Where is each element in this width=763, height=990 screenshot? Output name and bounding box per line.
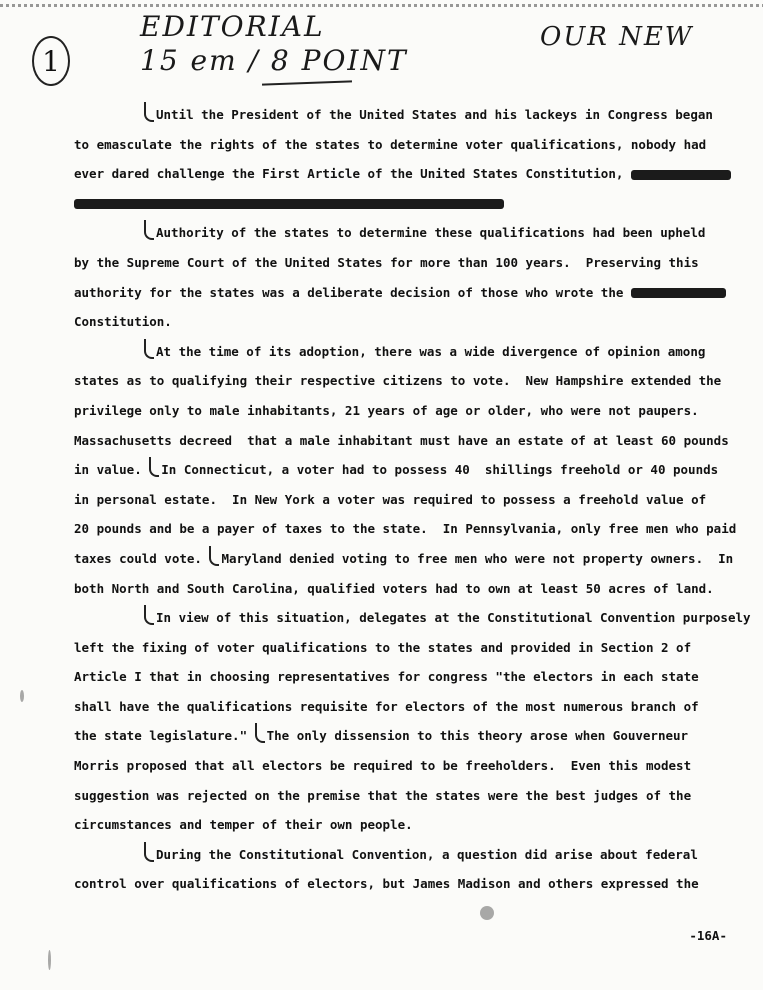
text-line: Morris proposed that all electors be required to be freeholders. Even this modest	[74, 758, 692, 774]
paragraph-mark-icon	[144, 339, 154, 359]
text-line: 20 pounds and be a payer of taxes to the state. In Pennsylvania, only free men who paid	[74, 521, 737, 537]
text-line: control over qualifications of electors, but James Madison and others expressed the	[74, 876, 699, 892]
scan-speck	[480, 906, 494, 920]
text-line: privilege only to male inhabitants, 21 years of age or older, who were not paupers.	[74, 402, 699, 418]
text-line: shall have the qualifications requisite for electors of the most numerous branch of	[74, 698, 699, 714]
paragraph-mark-icon	[149, 457, 159, 477]
text-line: In view of this situation, delegates at the Constitutional Convention purposely	[74, 603, 734, 633]
redaction-mark	[74, 199, 504, 209]
text-line: circumstances and temper of their own people.	[74, 817, 413, 833]
text-line: ever dared challenge the First Article of the United States Constitution,	[74, 159, 734, 189]
redaction-mark	[631, 170, 731, 180]
text-line: suggestion was rejected on the premise that the states were the best judges of the	[74, 787, 692, 803]
paragraph-mark-icon	[144, 220, 154, 240]
text-line: both North and South Carolina, qualified voters had to own at least 50 acres of land.	[74, 580, 714, 596]
text-line: left the fixing of voter qualifications to the states and provided in Section 2 of	[74, 639, 692, 655]
text-line: by the Supreme Court of the United States for more than 100 years. Preserving this	[74, 254, 699, 270]
paragraph-mark-icon	[255, 723, 265, 743]
text-line: Massachusetts decreed that a male inhabitant must have an estate of at least 60 pounds	[74, 432, 729, 448]
paragraph-mark-icon	[144, 605, 154, 625]
text-line: in personal estate. In New York a voter was required to possess a freehold value of	[74, 491, 707, 507]
circled-number: 1	[42, 44, 60, 78]
scan-speck	[20, 690, 24, 702]
page-number: -16A-	[689, 928, 727, 943]
circled-number-annotation	[32, 36, 70, 86]
paragraph-mark-icon	[144, 102, 154, 122]
text-line: Until the President of the United States and his lackeys in Congress began	[74, 100, 734, 130]
editorial-body	[74, 100, 751, 899]
handwritten-editorial: EDITORIAL	[140, 10, 325, 43]
text-line: Authority of the states to determine these qualifications had been upheld	[74, 218, 734, 248]
text-line: Constitution.	[74, 314, 172, 330]
text-line: Article I that in choosing representatives for congress "the electors in each state	[74, 669, 699, 685]
text-line: taxes could vote. Maryland denied voting to free men who were not property owners. In	[74, 544, 734, 574]
text-line: During the Constitutional Convention, a question did arise about federal	[74, 840, 734, 870]
top-edge-rule	[0, 4, 763, 7]
text-line: states as to qualifying their respective citizens to vote. New Hampshire extended the	[74, 373, 722, 389]
text-line: to emasculate the rights of the states to determine voter qualifications, nobody had	[74, 136, 707, 152]
paragraph-mark-icon	[144, 842, 154, 862]
redaction-mark	[631, 288, 726, 298]
text-line: in value. In Connecticut, a voter had to possess 40 shillings freehold or 40 pounds	[74, 455, 734, 485]
handwritten-our-new: OUR NEW	[540, 22, 694, 52]
text-line: authority for the states was a deliberate decision of those who wrote the	[74, 278, 734, 308]
paragraph-mark-icon	[209, 546, 219, 566]
text-line: the state legislature." The only dissension to this theory arose when Gouverneur	[74, 721, 734, 751]
scan-speck	[48, 950, 51, 970]
text-line	[74, 189, 734, 219]
handwritten-font-spec: 15 em / 8 POINT	[140, 44, 408, 77]
text-line: At the time of its adoption, there was a wide divergence of opinion among	[74, 337, 734, 367]
handwritten-underline	[262, 80, 352, 85]
